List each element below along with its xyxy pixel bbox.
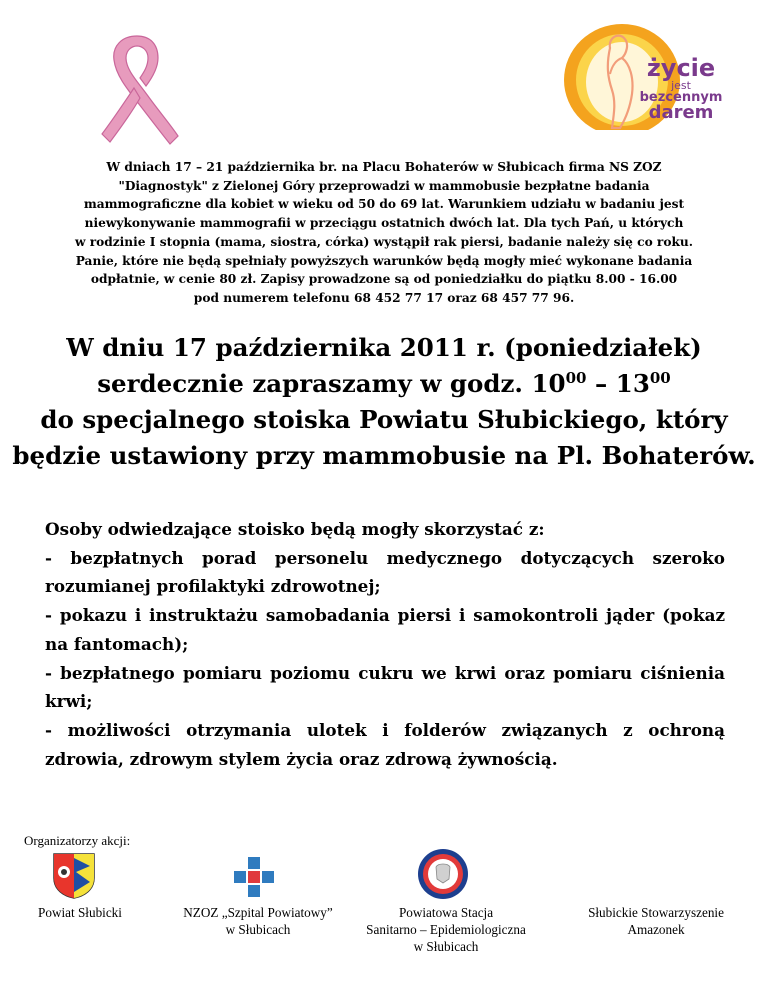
headline-line-4: będzie ustawiony przy mammobusie na Pl. Bohaterów. bbox=[12, 441, 756, 470]
organizer-name-line: NZOZ „Szpital Powiatowy” bbox=[183, 905, 333, 920]
invitation-headline bbox=[10, 330, 758, 474]
headline-hours-text: serdecznie zapraszamy w godz. 10 bbox=[97, 369, 566, 398]
offer-item: - bezpłatnego pomiaru poziomu cukru we krwi oraz pomiaru ciśnienia krwi; bbox=[45, 662, 725, 712]
organizer-hospital bbox=[158, 904, 358, 938]
headline-line-3: do specjalnego stoiska Powiatu Słubickiego, który bbox=[40, 405, 728, 434]
sanepid-seal-icon bbox=[416, 847, 470, 901]
campaign-logo-text bbox=[636, 56, 726, 122]
organizer-name-line: Amazonek bbox=[627, 922, 685, 937]
organizer-amazonki bbox=[556, 904, 756, 938]
campaign-word-4: darem bbox=[648, 102, 714, 123]
campaign-word-3: bezcennym bbox=[639, 90, 723, 105]
offer-section bbox=[45, 515, 725, 773]
headline-line-1: W dniu 17 października 2011 r. (poniedziałek) bbox=[66, 333, 702, 362]
headline-line-2 bbox=[10, 366, 758, 402]
organizer-name-line: w Słubicach bbox=[225, 922, 291, 937]
headline-sup-end: 00 bbox=[649, 369, 671, 387]
campaign-word-1: życie bbox=[646, 54, 716, 82]
offer-item: - możliwości otrzymania ulotek i folderów związanych z ochroną zdrowia, zdrowym stylem życia oraz zdrową żywnością. bbox=[45, 719, 725, 769]
intro-line: niewykonywanie mammografii w przeciągu ostatnich dwóch lat. Dla tych Pań, u których bbox=[84, 216, 684, 231]
intro-line: mammograficzne dla kobiet w wieku od 50 do 69 lat. Warunkiem udziału w badaniu jest bbox=[83, 197, 685, 212]
intro-line: odpłatnie, w cenie 80 zł. Zapisy prowadzone są od poniedziałku do piątku 8.00 - 16.00 bbox=[90, 272, 678, 287]
coat-of-arms-icon bbox=[50, 852, 98, 900]
offer-item: - pokazu i instruktażu samobadania piersi i samokontroli jąder (pokaz na fantomach); bbox=[45, 605, 725, 654]
headline-sup-start: 00 bbox=[565, 369, 587, 387]
organizer-name-line: w Słubicach bbox=[413, 939, 479, 954]
headline-hours-end: – 13 bbox=[586, 369, 650, 398]
intro-line: w rodzinie I stopnia (mama, siostra, córka) wystąpił rak piersi, badanie należy się co roku. bbox=[74, 234, 694, 249]
organizer-name-line: Sanitarno – Epidemiologiczna bbox=[366, 922, 526, 937]
organizers-label: Organizatorzy akcji: bbox=[24, 833, 131, 848]
medical-cross-icon bbox=[233, 856, 275, 898]
intro-line: "Diagnostyk" z Zielonej Góry przeprowadzi w mammobusie bezpłatne badania bbox=[118, 178, 650, 193]
intro-line: pod numerem telefonu 68 452 77 17 oraz 68 457 77 96. bbox=[193, 290, 575, 305]
organizer-name-line: Powiatowa Stacja bbox=[398, 905, 494, 920]
offer-item: - bezpłatnych porad personelu medycznego dotyczących szeroko rozumianej profilaktyki zdrowotnej; bbox=[45, 547, 725, 597]
organizer-name-line: Powiat Słubicki bbox=[38, 905, 122, 920]
intro-line: W dniach 17 – 21 października br. na Placu Bohaterów w Słubicach firma NS ZOZ bbox=[106, 160, 662, 174]
offer-intro: Osoby odwiedzające stoisko będą mogły skorzystać z: bbox=[45, 519, 545, 539]
organizer-powiat bbox=[20, 904, 140, 921]
intro-line: Panie, które nie będą spełniały powyższych warunków będą mogły mieć wykonane badania bbox=[75, 253, 693, 268]
campaign-word-2: jest bbox=[671, 79, 691, 92]
pink-ribbon-icon bbox=[92, 28, 182, 150]
organizer-sanepid bbox=[346, 904, 546, 955]
intro-paragraph bbox=[40, 158, 728, 308]
organizer-name-line: Słubickie Stowarzyszenie bbox=[588, 905, 724, 920]
